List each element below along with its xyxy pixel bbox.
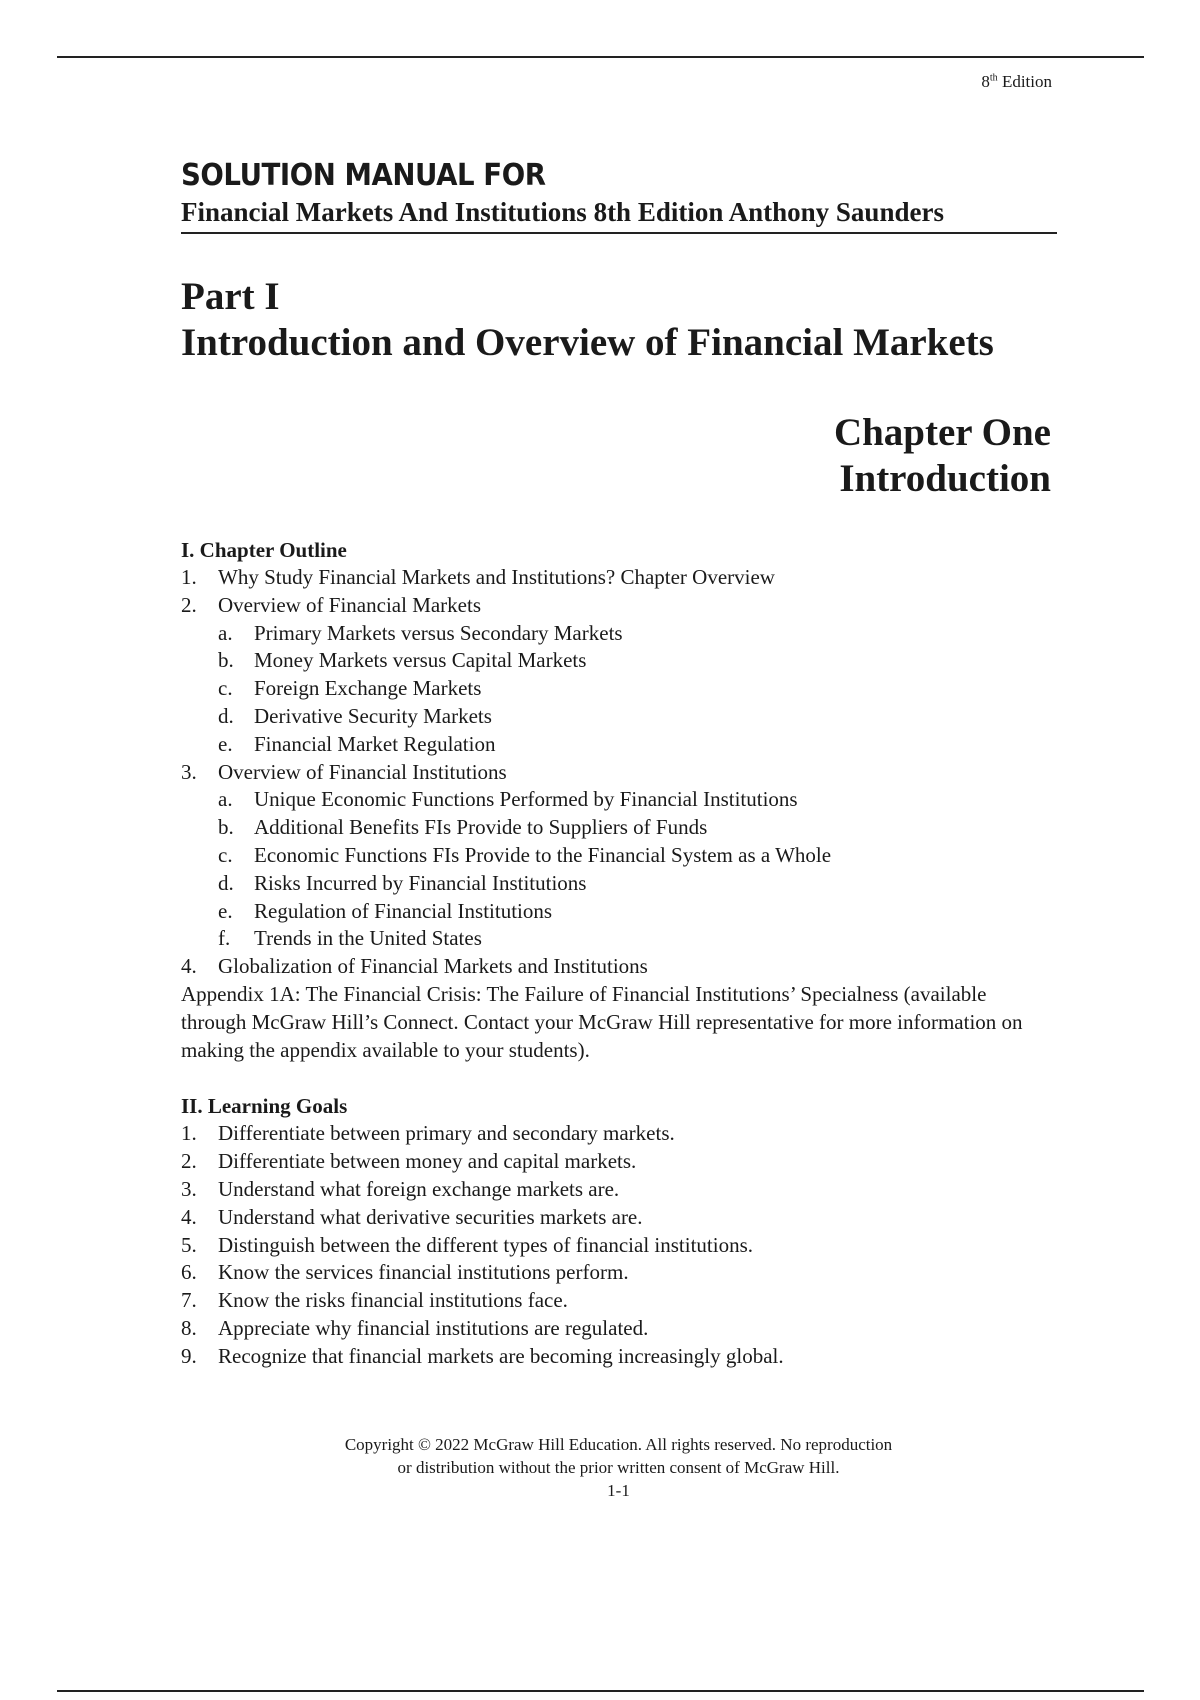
appendix-note: Appendix 1A: The Financial Crisis: The Failure of Financial Institutions’ Specialness (available through McGraw Hill’s Connect. Contact your McGraw Hill representative for more information on making the appendix available to your students). [181, 981, 1023, 1062]
outline-marker: a. [218, 787, 233, 812]
outline-text: Additional Benefits FIs Provide to Suppliers of Funds [254, 815, 708, 840]
goal-marker: 7. [181, 1288, 197, 1313]
goal-text: Appreciate why financial institutions are regulated. [218, 1315, 649, 1340]
solution-manual-title: SOLUTION MANUAL FOR [181, 158, 546, 193]
outline-marker: c. [218, 842, 233, 867]
outline-text: Unique Economic Functions Performed by Financial Institutions [254, 787, 798, 812]
page-number: 1-1 [607, 1481, 630, 1500]
outline-text: Derivative Security Markets [254, 703, 492, 728]
chapter-heading [181, 410, 1051, 502]
edition-word: Edition [1001, 72, 1052, 91]
goal-item [181, 1148, 1051, 1176]
outline-marker: b. [218, 648, 234, 673]
goal-text: Understand what derivative securities markets are. [218, 1204, 643, 1229]
goal-text: Distinguish between the different types of financial institutions. [218, 1232, 754, 1257]
outline-subitem [181, 842, 1051, 870]
page-footer [0, 1433, 1200, 1502]
outline-marker: d. [218, 870, 234, 895]
outline-text: Why Study Financial Markets and Institutions? Chapter Overview [218, 565, 775, 589]
outline-item [181, 953, 1051, 981]
outline-marker: d. [218, 703, 234, 728]
part-heading [181, 274, 1051, 366]
goal-marker: 6. [181, 1260, 197, 1285]
outline-subitem [181, 925, 1051, 953]
edition-number: 8 [981, 72, 990, 91]
outline-marker: e. [218, 898, 233, 923]
outline-marker: f. [218, 926, 231, 951]
outline-text: Trends in the United States [254, 926, 482, 951]
goal-item [181, 1232, 1051, 1260]
outline-subitem [181, 620, 1051, 648]
goal-text: Differentiate between money and capital markets. [218, 1149, 637, 1174]
goal-marker: 5. [181, 1232, 197, 1257]
goal-text: Understand what foreign exchange markets are. [218, 1176, 620, 1201]
edition-ordinal: th [989, 72, 998, 84]
goal-marker: 2. [181, 1149, 197, 1174]
outline-item [181, 759, 1051, 787]
goal-text: Differentiate between primary and secondary markets. [218, 1121, 675, 1146]
goal-item [181, 1176, 1051, 1204]
outline-subitem [181, 870, 1051, 898]
book-title: Financial Markets And Institutions 8th Edition Anthony Saunders [181, 196, 1057, 234]
outline-item [181, 592, 1051, 620]
outline-marker: 1. [181, 565, 197, 589]
outline-marker: e. [218, 731, 233, 756]
part-title: Introduction and Overview of Financial Markets [181, 321, 994, 364]
learning-goals-heading: II. Learning Goals [181, 1094, 348, 1119]
outline-subitem [181, 731, 1051, 759]
goal-marker: 4. [181, 1204, 197, 1229]
goal-item [181, 1315, 1051, 1343]
bottom-rule [57, 1690, 1144, 1692]
chapter-title: Introduction [839, 457, 1051, 500]
outline-marker: a. [218, 620, 233, 645]
goal-item [181, 1343, 1051, 1371]
goal-item [181, 1259, 1051, 1287]
outline-subitem [181, 814, 1051, 842]
edition-header [981, 72, 1052, 92]
goal-marker: 3. [181, 1176, 197, 1201]
outline-marker: b. [218, 815, 234, 840]
outline-subitem [181, 898, 1051, 926]
part-number: Part I [181, 275, 280, 318]
outline-text: Primary Markets versus Secondary Markets [254, 620, 623, 645]
goal-marker: 9. [181, 1343, 197, 1368]
page-content [181, 150, 1051, 1371]
outline-text: Overview of Financial Markets [218, 592, 482, 617]
outline-marker: 3. [181, 759, 197, 784]
goal-marker: 1. [181, 1121, 197, 1146]
goal-text: Know the services financial institutions perform. [218, 1260, 629, 1285]
outline-item [181, 564, 1051, 592]
goal-marker: 8. [181, 1315, 197, 1340]
outline-text: Globalization of Financial Markets and Institutions [218, 954, 648, 979]
goal-text: Recognize that financial markets are becoming increasingly global. [218, 1343, 784, 1368]
copyright-line-2: or distribution without the prior written consent of McGraw Hill. [397, 1458, 840, 1477]
outline-text: Economic Functions FIs Provide to the Financial System as a Whole [254, 842, 832, 867]
outline-marker: 2. [181, 592, 197, 617]
outline-text: Money Markets versus Capital Markets [254, 648, 587, 673]
copyright-line-1: Copyright © 2022 McGraw Hill Education. All rights reserved. No reproduction [344, 1435, 893, 1454]
outline-marker: c. [218, 676, 233, 701]
outline-subitem [181, 675, 1051, 703]
outline-subitem [181, 647, 1051, 675]
goal-item [181, 1204, 1051, 1232]
outline-marker: 4. [181, 954, 197, 979]
goal-item [181, 1120, 1051, 1148]
goal-item [181, 1287, 1051, 1315]
learning-goals-list [181, 1120, 1051, 1370]
outline-text: Foreign Exchange Markets [254, 676, 482, 701]
chapter-number: Chapter One [833, 411, 1051, 454]
chapter-outline-list [181, 564, 1051, 981]
chapter-outline-heading: I. Chapter Outline [181, 538, 347, 562]
outline-text: Overview of Financial Institutions [218, 759, 507, 784]
outline-subitem [181, 703, 1051, 731]
top-rule [57, 56, 1144, 58]
outline-text: Regulation of Financial Institutions [254, 898, 553, 923]
goal-text: Know the risks financial institutions face. [218, 1288, 568, 1313]
outline-subitem [181, 786, 1051, 814]
outline-text: Financial Market Regulation [254, 731, 496, 756]
outline-text: Risks Incurred by Financial Institutions [254, 870, 587, 895]
